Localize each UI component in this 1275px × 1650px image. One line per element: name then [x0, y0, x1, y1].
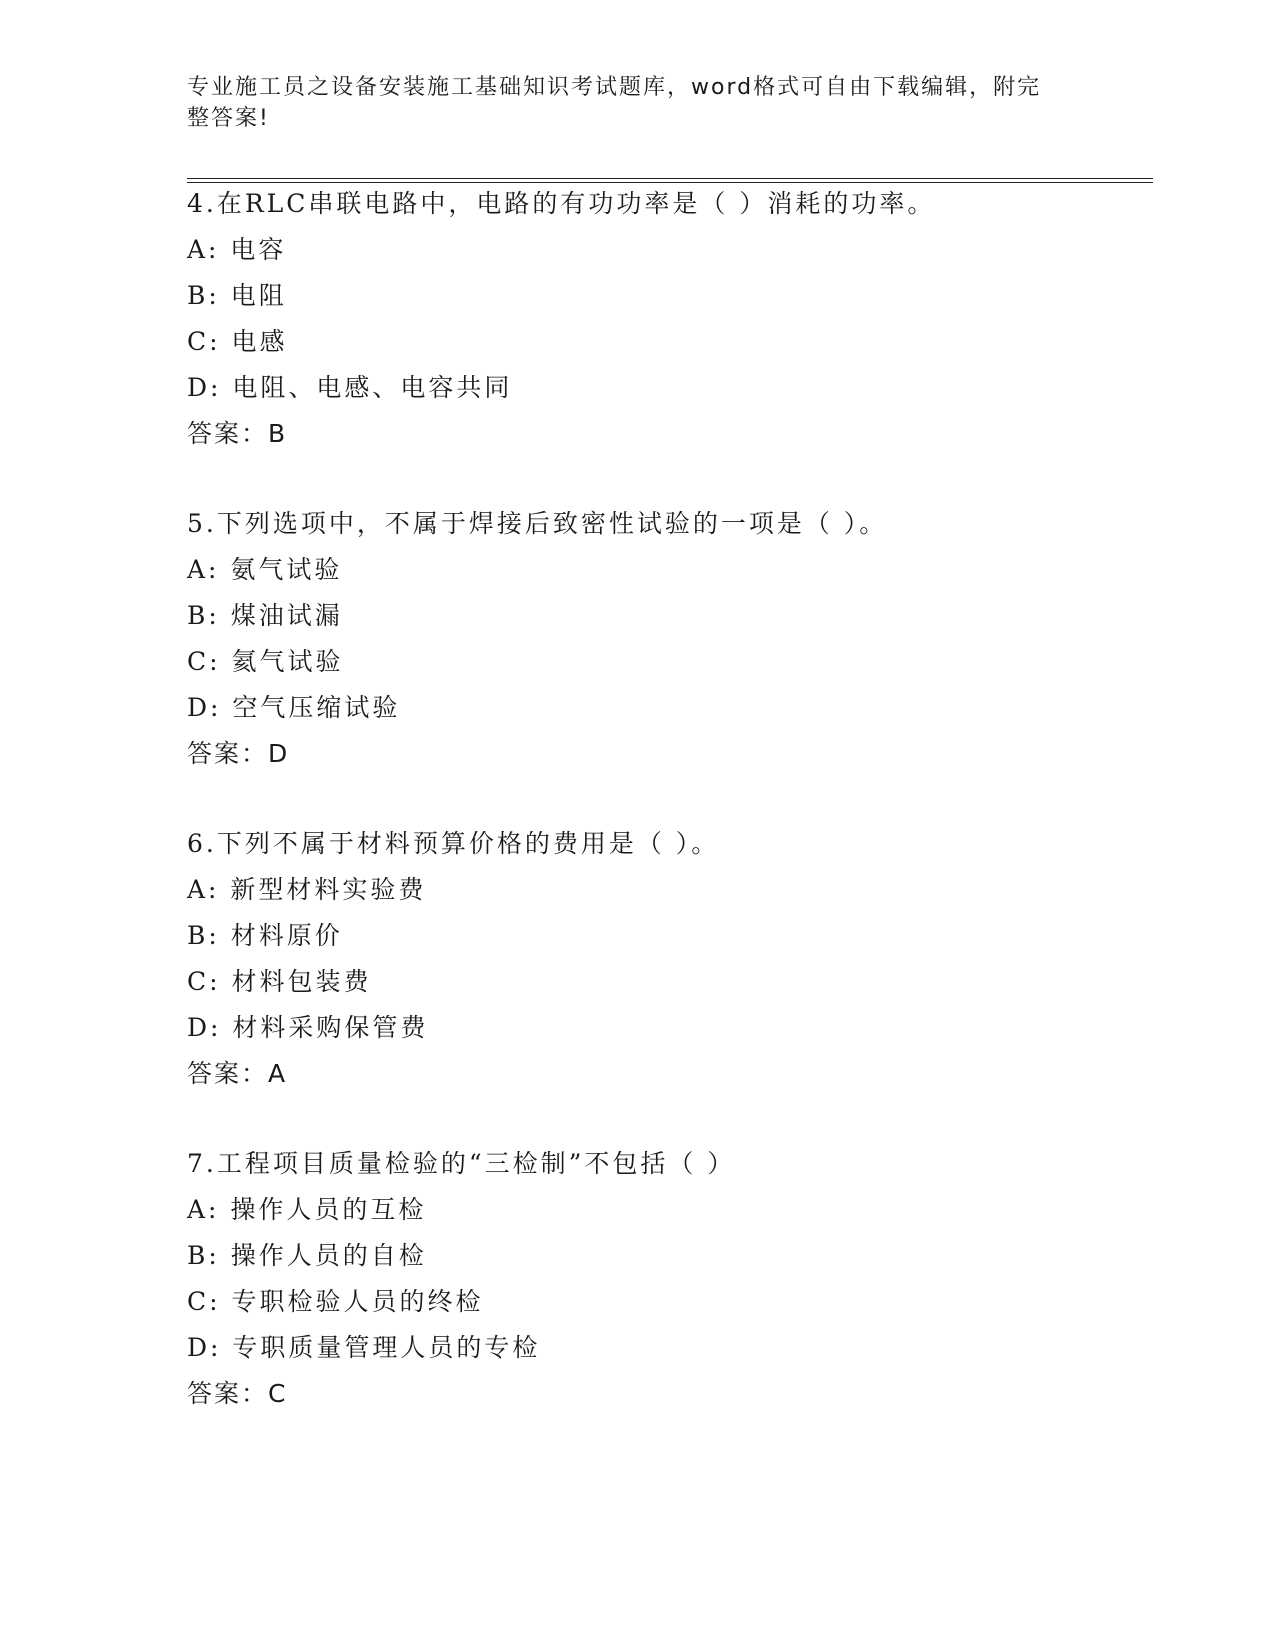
answer: 答案：B	[187, 419, 288, 448]
option-a: A: 氨气试验	[187, 555, 343, 584]
answer: 答案：A	[187, 1059, 288, 1088]
option-c: C: 氦气试验	[187, 647, 344, 676]
option-c: C: 电感	[187, 327, 288, 356]
document-header	[187, 72, 1067, 134]
answer: 答案：C	[187, 1379, 288, 1408]
option-c: C: 专职检验人员的终检	[187, 1287, 484, 1316]
header-divider-top	[187, 178, 1153, 179]
option-b: B: 煤油试漏	[187, 601, 343, 630]
option-d: D: 材料采购保管费	[187, 1013, 429, 1042]
option-a: A: 操作人员的互检	[187, 1195, 427, 1224]
option-b: B: 电阻	[187, 281, 287, 310]
option-d: D: 空气压缩试验	[187, 693, 401, 722]
option-c: C: 材料包装费	[187, 967, 372, 996]
answer: 答案：D	[187, 739, 290, 768]
option-d: D: 电阻、电感、电容共同	[187, 373, 513, 402]
header-line-1: 专业施工员之设备安装施工基础知识考试题库，word格式可自由下载编辑，附完	[187, 75, 1042, 100]
option-a: A: 电容	[187, 235, 287, 264]
question-5	[187, 501, 1147, 777]
question-6	[187, 821, 1147, 1097]
question-4	[187, 181, 1147, 457]
option-b: B: 操作人员的自检	[187, 1241, 427, 1270]
question-stem: 6.下列不属于材料预算价格的费用是（ ）。	[187, 829, 720, 858]
question-stem: 7.工程项目质量检验的“三检制”不包括（ ）	[187, 1149, 736, 1178]
question-stem: 4.在RLC串联电路中，电路的有功功率是（ ）消耗的功率。	[187, 189, 936, 218]
option-b: B: 材料原价	[187, 921, 343, 950]
option-d: D: 专职质量管理人员的专检	[187, 1333, 541, 1362]
option-a: A: 新型材料实验费	[187, 875, 427, 904]
header-line-2: 整答案!	[187, 106, 270, 131]
question-stem: 5.下列选项中，不属于焊接后致密性试验的一项是（ ）。	[187, 509, 888, 538]
question-7	[187, 1141, 1147, 1417]
